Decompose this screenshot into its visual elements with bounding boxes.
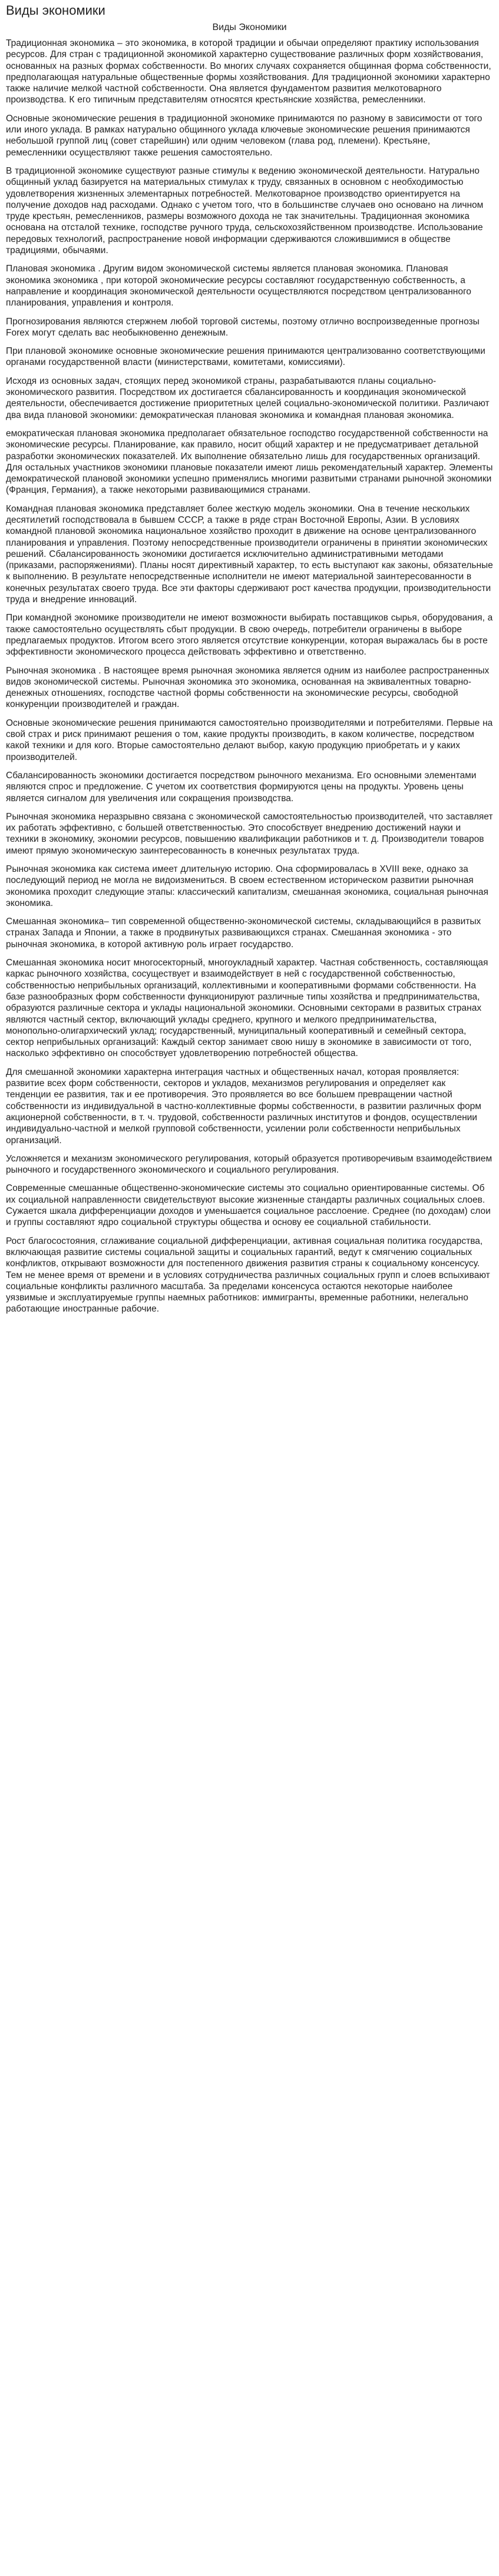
article-subtitle: Виды Экономики [212,22,287,32]
paragraph: Смешанная экономика носит многосекторный, многоукладный характер. Частная собственность, составляющая каркас рыночного хозяйства, сосуществует и взаимодействует в ней с государственной собственностью, собственностью неприбыльных организаций, коллективными и кооперативными формами собственности. На базе разнообразных форм собственности функционируют различные типы хозяйства и предпринимательства, образуются различные сектора и уклады национальной экономики. Основными секторами в развитых странах являются частный сектор, включающий уклады среднего, крупного и мелкого предпринимательства, монопольно-олигархический уклад; государственный, муниципальный кооперативный и семейный сектора, сектор неприбыльных организаций: Каждый сектор занимает свою нишу в экономике в зависимости от того, насколько эффективно он способствует удовлетворению потребностей общества. [6,958,488,1059]
paragraph: Рыночная экономика неразрывно связана с экономической самостоятельностью производителей, что заставляет их работать эффективно, с большей ответственностью. Это способствует внедрению достижений науки и техники в экономику, экономии ресурсов, повышению квалификации работников и т. д. Производители товаров имеют прямую экономическую заинтересованность в конечных результатах труда. [6,811,493,856]
paragraph: Смешанная экономика– тип современной общественно-экономической системы, складывающийся в развитых странах Запада и Японии, а также в продвинутых развивающихся странах. Смешанная экономика - это рыночная экономика, в которой активную роль играет государство. [6,917,481,950]
paragraph: Командная плановая экономика представляет более жесткую модель экономики. Она в течение нескольких десятилетий господствовала в бывшем СССР, а также в ряде стран Восточной Европы, Азии. В условиях командной плановой экономика национальное хозяйство проходит в движение на основе централизованного планирования и управления. Поэтому непосредственные производители ограничены в принятии экономических решений. Сбалансированность экономики достигается исключительно административными методами (приказами, распоряжениями). Планы носят директивный характер, то есть выступают как законы, обязательные к выполнению. В результате непосредственные исполнители не имеют материальной заинтересованности в конечных результатах своего труда. Все эти факторы сдерживают рост качества продукции, производительности труда и внедрение инноваций. [6,503,493,605]
paragraph: Для смешанной экономики характерна интеграция частных и общественных начал, которая проявляется: развитие всех форм собственности, секторов и укладов, механизмов регулирования и определяет как тенденции ее развития, так и ее противоречия. Это проявляется во все большем превращении частной собственности из индивидуальной в частно-коллективные формы собственности, в развитии различных форм акционерной собственности, в т. ч. трудовой, собственности различных институтов и фондов, осуществлении индивидуально-частной и мелкой групповой собственности, усилении роли собственности неприбыльных организаций. [6,1067,481,1146]
paragraph: емократическая плановая экономика предполагает обязательное господство государственной собственности на экономические ресурсы. Планирование, как правило, носит общий характер и не предусматривает детальной разработки экономических показателей. Их выполнение обязательно лишь для государственных организаций. Для остальных участников экономики плановые показатели имеют лишь рекомендательный характер. Элементы демократической плановой экономики успешно применялись многими развитыми странами рыночной экономики (Франция, Германия), а также некоторыми развивающимися странами. [6,428,493,496]
page-title: Виды экономики [6,3,105,18]
paragraph: Плановая экономика . Другим видом экономической системы является плановая экономика. Плановая экономика экономика , при которой экономические ресурсы составляют государственную собственность, а направление и координация экономической деятельности осуществляются посредством централизованного планирования, управления и контроля. [6,264,471,308]
paragraph: При плановой экономике основные экономические решения принимаются централизованно соответствующими органами государственной власти (министерствами, комитетами, комиссиями). [6,346,485,368]
paragraph: Основные экономические решения принимаются самостоятельно производителями и потребителями. Первые на свой страх и риск принимают решения о том, какие продукты производить, в каком количестве, посредством какой техники и для кого. Вторые самостоятельно делают выбор, какую продукцию приобретать и у каких производителей. [6,718,493,762]
paragraph: Усложняется и механизм экономического регулирования, который образуется противоречивым взаимодействием рыночного и государственного экономического и социального регулирования. [6,1153,493,1176]
paragraph: Исходя из основных задач, стоящих перед экономикой страны, разрабатываются планы социально-экономического развития. Посредством их достигается сбалансированность и координация экономической деятельности, обеспечивается достижение приоритетных целей социально-экономической политики. Различают два вида плановой экономики: демократическая плановая экономика и командная плановая экономика. [6,376,490,420]
paragraph: При командной экономике производители не имеют возможности выбирать поставщиков сырья, оборудования, а также самостоятельно осуществлять сбыт продукции. В свою очередь, потребители ограничены в выборе предлагаемых продуктов. Итогом всего этого является отсутствие конкуренции, которая выражалась бы в росте эффективности экономического процесса действовать эффективно и ответственно. [6,613,493,658]
paragraph: Сбалансированность экономики достигается посредством рыночного механизма. Его основными элементами являются спрос и предложение. С учетом их соответствия формируются цены на продукты. Уровень цены является сигналом для увеличения или сокращения производства. [6,770,477,804]
paragraph: Рыночная экономика как система имеет длительную историю. Она сформировалась в XVIII веке, однако за последующий период не могла не видоизмениться. В своем естественном историческом развитии рыночная экономика проходит следующие этапы: классический капитализм, смешанная экономика, социальная рыночная экономика. [6,864,488,908]
paragraph: В традиционной экономике существуют разные стимулы к ведению экономической деятельности. Натурально общинный уклад базируется на материальных стимулах к труду, связанных в основном с необходимостью удовлетворения жизненных элементарных потребностей. Мелкотоварное производство ориентируется на получение доходов над расходами. Однако с учетом того, что в большинстве случаев оно основано на личном труде крестьян, ремесленников, размеры возможного дохода не так значительны. Традиционная экономика основана на отсталой технике, господстве ручного труда, сельскохозяйственном производстве. Использование передовых технологий, распространение новой информации сдерживаются сложившимися в обществе традициями, обычаями. [6,165,484,256]
paragraph: Основные экономические решения в традиционной экономике принимаются по разному в зависимости от того или иного уклада. В рамках натурально общинного уклада ключевые экономические решения принимаются небольшой группой лиц (совет старейшин) или одним человеком (глава род, племени). Крестьяне, ремесленники осуществляют также решения самостоятельно. [6,113,483,158]
paragraph: Современные смешанные общественно-экономические системы это социально ориентированные системы. Об их социальной направленности свидетельствуют высокие жизненные стандарты различных социальных слоев. Сужается шкала дифференциации доходов и уменьшается социальное расслоение. Среднее (по доходам) слои и группы составляют ядро социальной структуры общества и основу ее социальной стабильности. [6,1183,491,1228]
paragraph: Рыночная экономика . В настоящее время рыночная экономика является одним из наиболее распространенных видов экономической системы. Рыночная экономика это экономика, основанная на эквивалентных товарно-денежных отношениях, господстве частной формы собственности на экономические ресурсы, свободной конкуренции производителей и граждан. [6,665,490,710]
paragraph: Прогнозирования являются стержнем любой торговой системы, поэтому отлично воспроизведенные прогнозы Forex могут сделать вас необыкновенно денежным. [6,316,480,338]
paragraph: Традиционная экономика – это экономика, в которой традиции и обычаи определяют практику использования ресурсов. Для стран с традиционной экономикой характерно существование различных форм хозяйствования, основанных на разных формах собственности. Во многих случаях сохраняется общинная форма собственности, предполагающая натуральные общественные формы хозяйствования. Для традиционной экономики характерно также наличие мелкой частной собственности. Она является фундаментом развития мелкотоварного производства. К его типичным представителям относятся крестьянские хозяйства, ремесленники. [6,38,491,105]
paragraph: Рост благосостояния, сглаживание социальной дифференциации, активная социальная политика государства, включающая развитие системы социальной защиты и социальных гарантий, ведут к смягчению социальных конфликтов, открывают возможности для постепенного движения развития страны к социальному консенсусу. Тем не менее время от времени и в условиях сотрудничества различных социальных групп и слоев вспыхивают социальные конфликты различного масштаба. За пределами консенсуса остаются некоторые наиболее уязвимые и эксплуатируемые группы наемных работников: иммигранты, временные работники, нелегально работающие иностранные рабочие. [6,1236,490,1314]
